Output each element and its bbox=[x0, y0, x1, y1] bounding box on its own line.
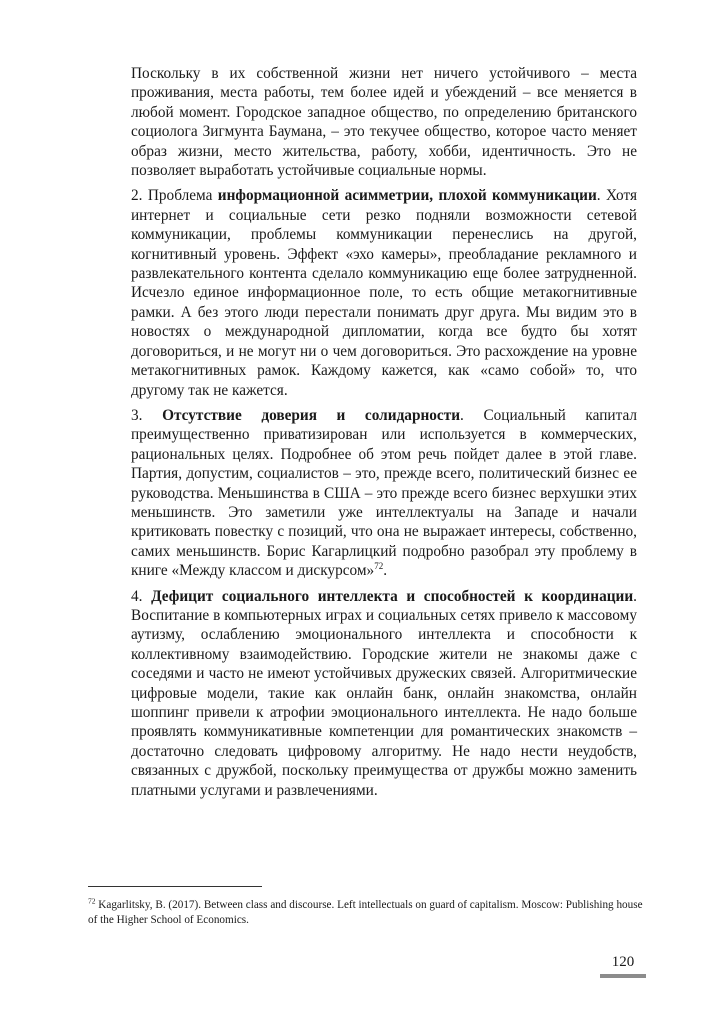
paragraph-2: 2. Проблема информационной асимметрии, плохой коммуникации. Хотя интернет и социальные сети резко подняли возможности сетевой коммуникации, проблемы коммуникации перенеслись на другой, когнитивный уровень. Эффект «эхо камеры», преобладание рекламного и развлекательного контента сделало коммуникацию еще более затрудненной. Исчезло единое информационное поле, то есть общие метакогнитивные рамки. А без этого люди перестали понимать друг друга. Мы видим это в новостях о международной дипломатии, когда все будто бы хотят договориться, и не могут ни о чем договориться. Это расхождение на уровне метакогнитивных рамок. Каждому кажется, как «само собой» то, что другому так не кажется. bbox=[131, 187, 637, 399]
footnote-divider bbox=[88, 886, 262, 887]
page-number-underline bbox=[600, 974, 646, 978]
main-text bbox=[131, 64, 637, 806]
page-number: 120 bbox=[611, 954, 635, 970]
paragraph-3: 3. Отсутствие доверия и солидарности. Социальный капитал преимущественно приватизирован или используется в коммерческих, рациональных целях. Подробнее об этом речь пойдет далее в этой главе. Партия, допустим, социалистов – это, прежде всего, политический бизнес ее руководства. Меньшинства в США – это прежде всего бизнес верхушки этих меньшинств. Это заметили уже интеллектуалы на Западе и начали критиковать повестку с позиций, что она не выражает интересы, собственно, самих меньшинств. Борис Кагарлицкий подробно разобрал эту проблему в книге «Между классом и дискурсом»$^{72}$. bbox=[131, 406, 638, 580]
paragraph-4: 4. Дефицит социального интеллекта и способностей к координации. Воспитание в компьютерных играх и социальных сетях привело к массовому аутизму, ослаблению эмоционального интеллекта и способности к коллективному взаимодействию. Городские жители не знакомы даже с соседями и часто не имеют устойчивых дружеских связей. Алгоритмические цифровые модели, такие как онлайн банк, онлайн знакомства, онлайн шоппинг привели к атрофии эмоционального интеллекта. Не надо больше проявлять коммуникативные компетенции для романтических знакомств – достаточно следовать цифровому алгоритму. Не надо нести неудобств, связанных с дружбой, поскольку преимущества от дружбы можно заменить платными услугами и развлечениями. bbox=[131, 587, 637, 799]
footnote bbox=[88, 898, 648, 928]
footnote-text: Kagarlitsky, B. (2017). Between class and discourse. Left intellectuals on guard of capitalism. Moscow: Publishing house of the Higher School of Economics. bbox=[88, 899, 643, 926]
item-heading: Дефицит социального интеллекта и способностей к координации bbox=[151, 587, 634, 605]
paragraph-1: Поскольку в их собственной жизни нет ничего устойчивого – места проживания, места работы, тем более идей и убеждений – все меняется в любой момент. Городское западное общество, по определению британского социолога Зигмунта Баумана, – это текучее общество, которое часто меняет образ жизни, место жительства, работу, хобби, идентичность. Это не позволяет выработать устойчивые социальные нормы. bbox=[131, 65, 637, 180]
item-heading: информационной асимметрии, плохой коммуникации bbox=[217, 187, 597, 205]
footnote-mark: 72 bbox=[88, 896, 96, 906]
item-number: 2. bbox=[131, 187, 143, 205]
item-heading: Отсутствие доверия и солидарности bbox=[162, 406, 461, 424]
footnote-reference[interactable]: 72 bbox=[374, 561, 384, 572]
item-number: 3. bbox=[131, 406, 143, 424]
item-number: 4. bbox=[131, 587, 143, 605]
